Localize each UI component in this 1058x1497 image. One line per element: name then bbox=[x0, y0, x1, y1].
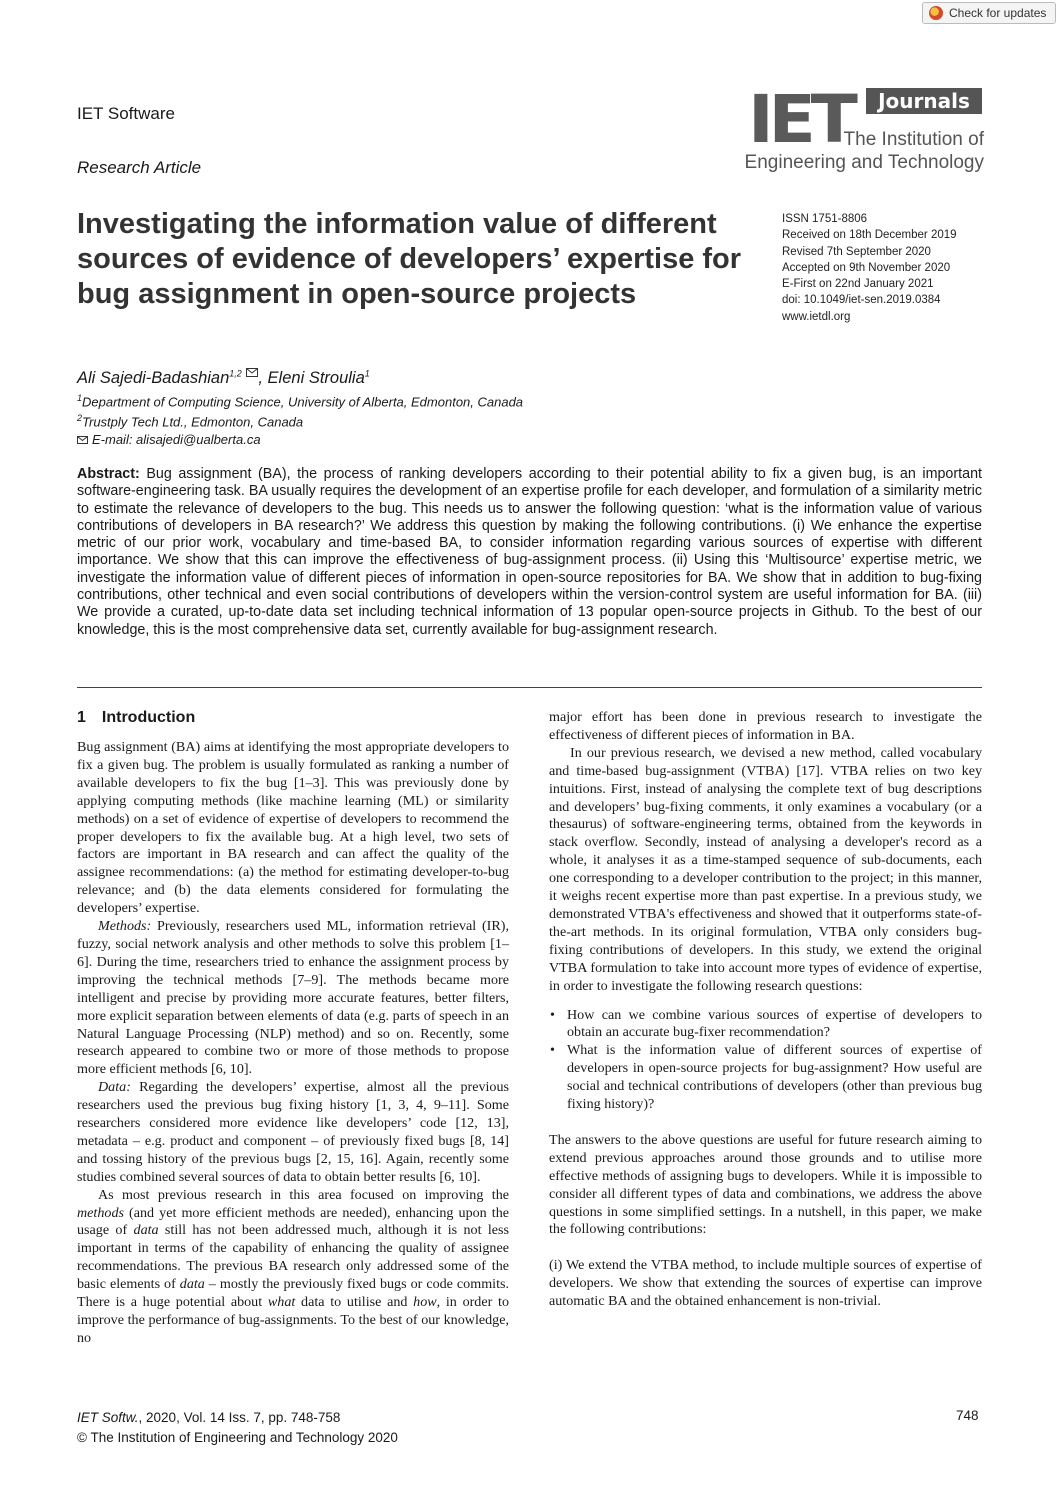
revised-date: Revised 7th September 2020 bbox=[782, 245, 931, 258]
research-questions-list bbox=[549, 1007, 982, 1114]
emphasis: methods bbox=[77, 1204, 124, 1221]
paragraph-text: , in order to improve the performance of bug-assignments. To the best of our knowledge, no bbox=[77, 1294, 509, 1346]
run-in-heading: Data: bbox=[98, 1079, 131, 1096]
paragraph-text: Previously, researchers used ML, information retrieval (IR), fuzzy, social network analysis and other methods to solve this problem [1–6]. During the time, researchers tried to enhance the assignment process by improving the technical methods [7–9]. The methods became more intelligent and precise by providing more accurate features, better filters, more explicit separation between elements of data (e.g. parts of speech in an Natural Language Processing (NLP) method) and so on. Recently, some research appeared to combine two or more of those methods to propose more efficient methods [6, 10]. bbox=[77, 918, 509, 1078]
paragraph-text: – mostly the previously fixed bugs or code commits. There is a huge potential about bbox=[77, 1276, 509, 1311]
abstract bbox=[77, 466, 982, 639]
efirst-date: E-First on 22nd January 2021 bbox=[782, 278, 934, 291]
author-separator: , bbox=[258, 369, 268, 387]
article-type: Research Article bbox=[77, 158, 202, 177]
author-name: Eleni Stroulia bbox=[267, 369, 365, 387]
crossmark-icon bbox=[929, 6, 943, 20]
emphasis: data bbox=[179, 1276, 205, 1293]
corresponding-author-envelope-icon bbox=[246, 368, 258, 377]
author-list bbox=[77, 368, 370, 388]
paragraph-text: data to utilise and bbox=[295, 1294, 414, 1311]
copyright: © The Institution of Engineering and Technology 2020 bbox=[77, 1429, 398, 1445]
section-title: Introduction bbox=[101, 709, 196, 726]
affiliation-marker: 1,2 bbox=[229, 368, 242, 379]
check-for-updates-label: Check for updates bbox=[949, 6, 1047, 20]
affiliation-text: Department of Computing Science, University of Alberta, Edmonton, Canada bbox=[82, 394, 524, 410]
publication-metadata bbox=[782, 211, 957, 325]
accepted-date: Accepted on 9th November 2020 bbox=[782, 261, 951, 274]
envelope-icon bbox=[77, 436, 88, 444]
journal-url[interactable]: www.ietdl.org bbox=[782, 310, 851, 323]
paragraph: The answers to the above questions are useful for future research aiming to extend previous approaches around those grounds and to utilise more effective methods of assigning bugs to developers. While it is impossible to consider all different types of data and combinations, we address the above questions in some simplified settings. In a nutshell, in this paper, we make the following contributions: bbox=[549, 1131, 982, 1238]
emphasis: data bbox=[133, 1222, 159, 1239]
received-date: Received on 18th December 2019 bbox=[782, 229, 957, 242]
abstract-label: Abstract: bbox=[77, 466, 140, 482]
doi: doi: 10.1049/iet-sen.2019.0384 bbox=[782, 294, 941, 307]
affiliation-marker: 1 bbox=[77, 393, 83, 403]
logo-journals-banner: Journals bbox=[866, 88, 982, 114]
section-number: 1 bbox=[77, 709, 86, 726]
affiliation-1 bbox=[77, 393, 523, 409]
email-text[interactable]: E-mail: alisajedi@ualberta.ca bbox=[92, 432, 261, 447]
list-item: • What is the information value of different sources of expertise of developers in open-source projects for bug-assignment? How useful are social and technical contributions of developers (other than previous bug fixing history)? bbox=[549, 1042, 982, 1114]
paragraph-text: Regarding the developers’ expertise, almost all the previous researchers used the previous bug fixing history [1, 3, 4, 9–11]. Some researchers considered more evidence like developers’ code [12, 13], metadata – e.g. product and component – of previously fixed bugs [8, 14] and tossing history of the previous bugs [2, 15, 16]. Again, recently some studies combined several sources of data to obtain better results [6, 10]. bbox=[77, 1079, 509, 1185]
citation-line bbox=[77, 1408, 398, 1428]
paragraph: major effort has been done in previous research to investigate the effectiveness of different pieces of information in BA. bbox=[549, 709, 982, 743]
emphasis: what bbox=[267, 1294, 296, 1311]
logo-institution-line2: Engineering and Technology bbox=[744, 152, 984, 173]
iet-journals-logo bbox=[744, 81, 984, 176]
paragraph-text: still has not been addressed much, although it is not less important in terms of the capability of enhancing the quality of assignee recommendations. The previous BA research only addressed some of the basic elements of bbox=[77, 1222, 509, 1293]
right-column bbox=[549, 709, 982, 1311]
affiliation-2 bbox=[77, 413, 303, 429]
affiliation-text: Trustply Tech Ltd., Edmonton, Canada bbox=[82, 414, 304, 430]
citation-details: , 2020, Vol. 14 Iss. 7, pp. 748-758 bbox=[138, 1410, 341, 1425]
logo-institution-line1: The Institution of bbox=[843, 129, 984, 150]
affiliation-marker: 2 bbox=[77, 413, 83, 423]
paragraph-text: As most previous research in this area focused on improving the bbox=[98, 1186, 509, 1203]
list-item: • How can we combine various sources of expertise of developers to obtain an accurate bug-fixer recommendation? bbox=[549, 1007, 982, 1043]
issn: ISSN 1751-8806 bbox=[782, 213, 868, 225]
abstract-text: Bug assignment (BA), the process of ranking developers according to their potential ability to fix a given bug, is an important software-engineering task. BA usually requires the development of an expertise profile for each developer, and formulation of a similarity metric to estimate the relevance of developers to the bug. This needs us to answer the following question: ‘what is the information value of various contributions of developers in BA research?’ We address this question by making the following contributions. (i) We enhance the expertise metric of our prior work, vocabulary and time-based BA, to consider information regarding various sources of expertise with different importance. We show that this can improve the effectiveness of bug-assignment process. (ii) Using this ‘Multisource’ expertise metric, we investigate the information value of different pieces of information in open-source repositories for BA. We show that in addition to bug-fixing contributions, other technical and even social contributions of developers within the version-control system are useful information for BA. (iii) We provide a curated, up-to-date data set including technical information of 13 popular open-source projects in Github. To the best of our knowledge, this is the most comprehensive data set, currently available for bug-assignment research. bbox=[77, 466, 982, 638]
emphasis: how bbox=[413, 1294, 437, 1311]
paragraph-text: (and yet more efficient methods are needed), enhancing upon the usage of bbox=[77, 1204, 509, 1239]
journal-abbreviation: IET Softw. bbox=[77, 1410, 139, 1425]
section-divider bbox=[77, 687, 982, 688]
paragraph bbox=[77, 918, 509, 1079]
contact-email bbox=[77, 432, 261, 447]
paper-title: Investigating the information value of different sources of evidence of developers’ expertise for bug assignment in open-source projects bbox=[77, 208, 742, 310]
page-number: 748 bbox=[956, 1408, 979, 1423]
author-name: Ali Sajedi-Badashian bbox=[77, 369, 230, 387]
run-in-heading: Methods: bbox=[98, 918, 152, 935]
affiliation-marker: 1 bbox=[364, 368, 370, 379]
journal-name: IET Software bbox=[77, 104, 175, 123]
paragraph: (i) We extend the VTBA method, to include multiple sources of expertise of developers. We show that extending the sources of expertise can improve automatic BA and the obtained enhancement is non-trivial. bbox=[549, 1257, 982, 1310]
paragraph bbox=[77, 1187, 509, 1348]
logo-iet-text: IET bbox=[748, 81, 853, 158]
footer-citation bbox=[77, 1408, 398, 1447]
paragraph: Bug assignment (BA) aims at identifying the most appropriate developers to fix a given bug. The problem is usually formulated as ranking a number of available developers to fix the bug [1–3]. This was previously done by applying computing methods (like machine learning (ML) or similarity methods) on a set of evidence of expertise of developers to recommend the proper developers to fix the available bug. At a high level, two sets of factors are important in BA research and can affect the quality of the assignee recommendations: (a) the method for estimating developer-to-bug relevance; and (b) the data elements considered for formulating the developers’ expertise. bbox=[77, 739, 509, 917]
section-heading bbox=[77, 709, 195, 727]
check-for-updates-button[interactable] bbox=[922, 2, 1056, 24]
paragraph bbox=[77, 1079, 509, 1186]
left-column bbox=[77, 739, 509, 1348]
paragraph: In our previous research, we devised a new method, called vocabulary and time-based bug-assignment (VTBA) [17]. VTBA relies on two key intuitions. First, instead of analysing the complete text of bug descriptions and developers’ bug-fixing comments, it only examines a vocabulary (or a thesaurus) of software-engineering terms, obtained from the keywords in stack overflow. Secondly, instead of analysing a developer's record as a whole, it analyses it as a time-stamped sequence of sub-documents, each one corresponding to a developer contribution to the project; in this manner, it weighs recent expertise more than past expertise. In a previous study, we demonstrated VTBA's effectiveness and showed that it outperforms state-of-the-art methods. In its original formulation, VTBA only considers bug-fixing contributions of developers. In this study, we extend the original VTBA formulation to take into account more types of evidence of expertise, in order to investigate the following research questions: bbox=[549, 744, 982, 994]
